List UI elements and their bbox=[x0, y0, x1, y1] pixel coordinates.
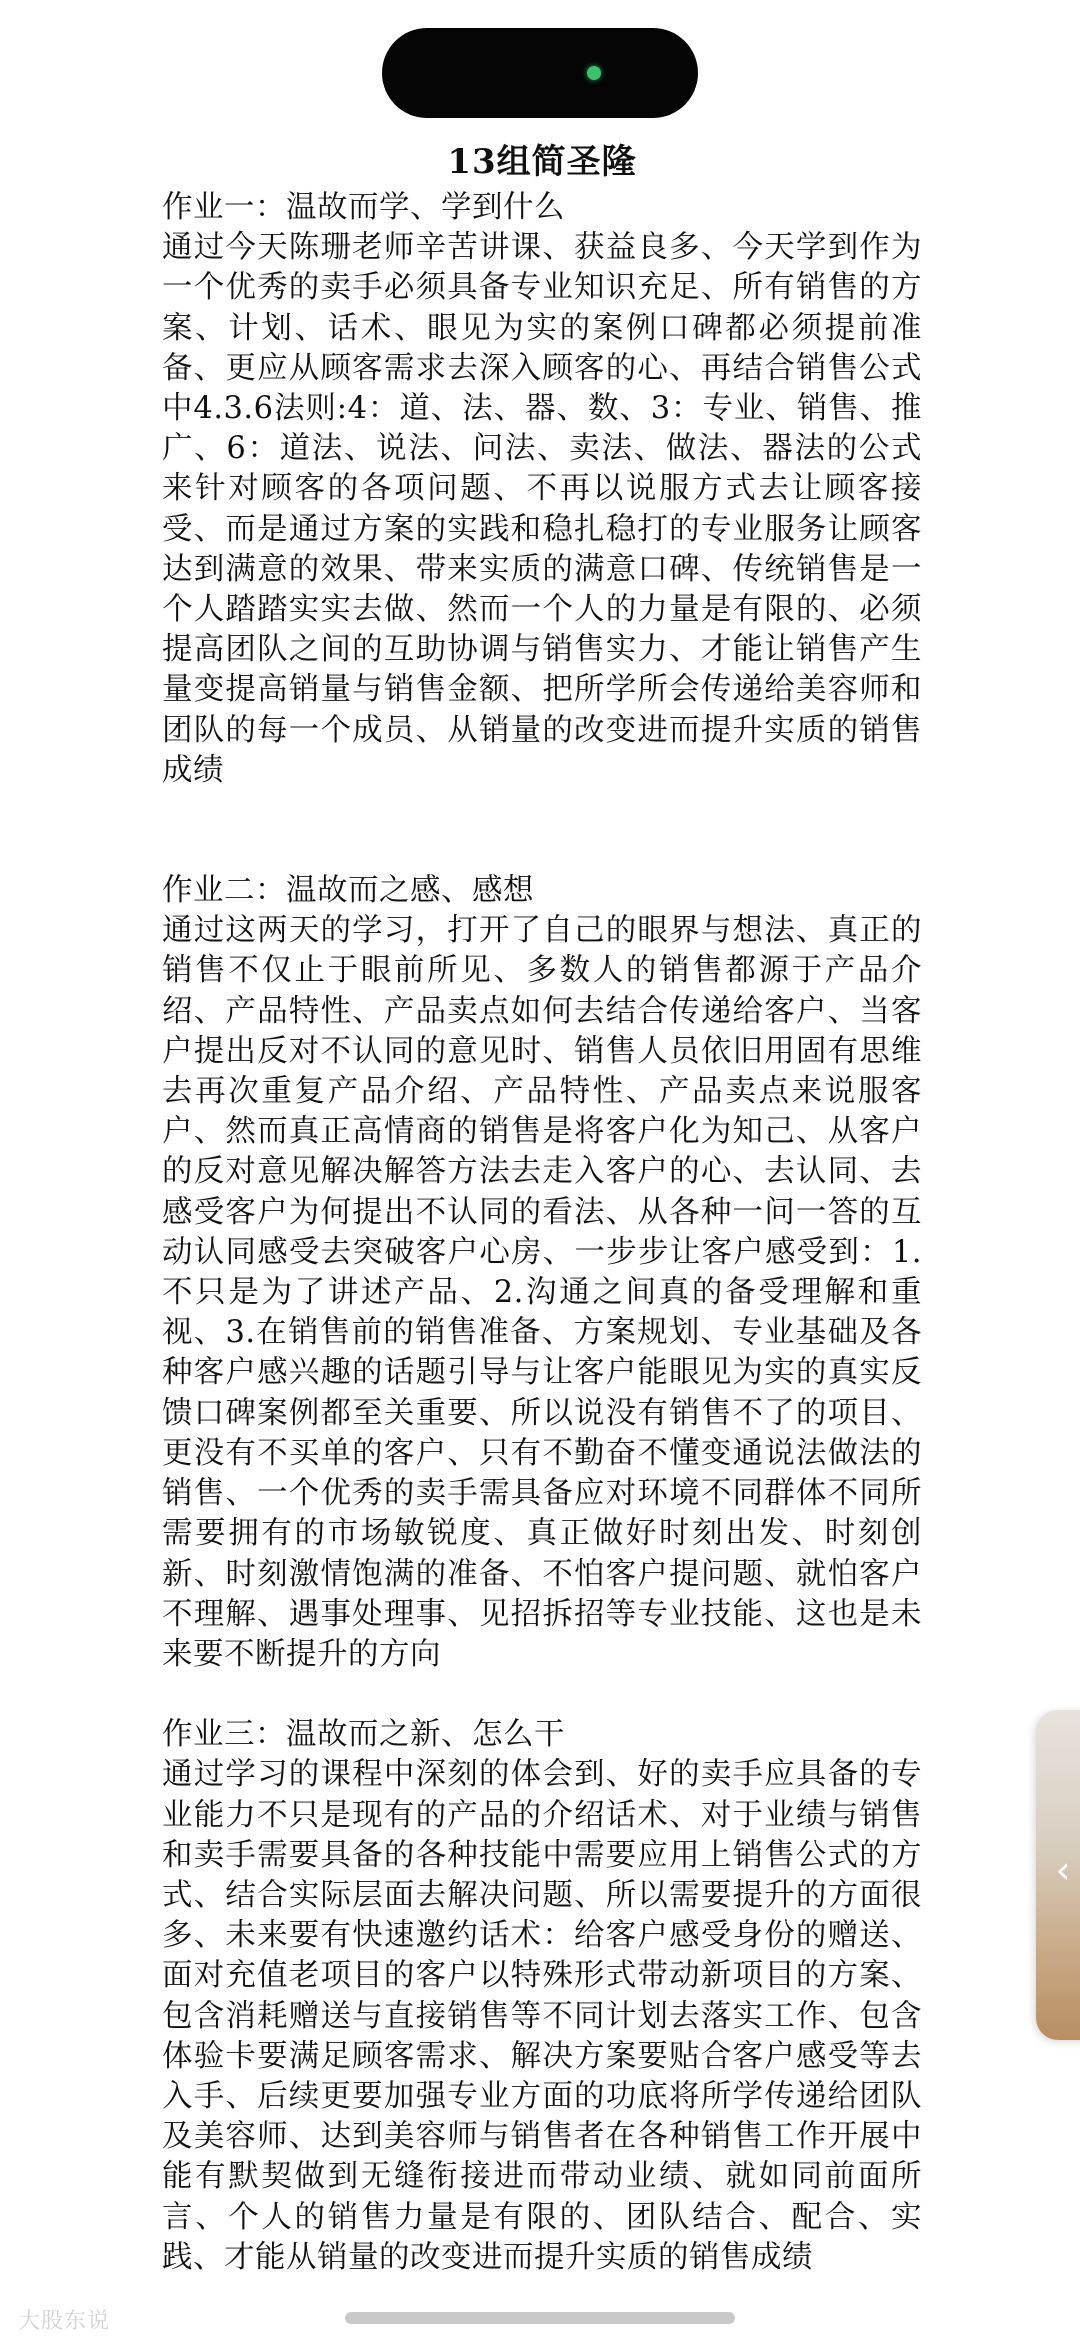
document-content bbox=[162, 140, 922, 2278]
side-pull-tab[interactable] bbox=[1036, 1710, 1080, 2040]
section-homework-1 bbox=[162, 188, 922, 791]
page-title: 13组简圣隆 bbox=[447, 142, 637, 182]
home-indicator-bar[interactable] bbox=[345, 2312, 735, 2324]
section-body: 通过今天陈珊老师辛苦讲课、获益良多、今天学到作为一个优秀的卖手必须具备专业知识充足、所有销售的方案、计划、话术、眼见为实的案例口碑都必须提前准备、更应从顾客需求去深入顾客的心、再结合销售公式中4.3.6法则:4：道、法、器、数、3：专业、销售、推广、6：道法、说法、问法、卖法、做法、器法的公式来针对顾客的各项问题、不再以说服方式去让顾客接受、而是通过方案的实践和稳扎稳打的专业服务让顾客达到满意的效果、带来实质的满意口碑、传统销售是一个人踏踏实实去做、然而一个人的力量是有限的、必须提高团队之间的互助协调与销售实力、才能让销售产生量变提高销量与销售金额、把所学所会传递给美容师和团队的每一个成员、从销量的改变进而提升实质的销售成绩 bbox=[162, 230, 922, 788]
camera-indicator-dot bbox=[587, 66, 601, 80]
section-heading: 作业二：温故而之感、感想 bbox=[162, 873, 534, 909]
section-body: 通过这两天的学习，打开了自己的眼界与想法、真正的销售不仅止于眼前所见、多数人的销售都源于产品介绍、产品特性、产品卖点如何去结合传递给客户、当客户提出反对不认同的意见时、销售人员依旧用固有思维去再次重复产品介绍、产品特性、产品卖点来说服客户、然而真正高情商的销售是将客户化为知己、从客户的反对意见解决解答方法去走入客户的心、去认同、去感受客户为何提出不认同的看法、从各种一问一答的互动认同感受去突破客户心房、一步步让客户感受到：1.不只是为了讲述产品、2.沟通之间真的备受理解和重视、3.在销售前的销售准备、方案规划、专业基础及各种客户感兴趣的话题引导与让客户能眼见为实的真实反馈口碑案例都至关重要、所以说没有销售不了的项目、更没有不买单的客户、只有不勤奋不懂变通说法做法的销售、一个优秀的卖手需具备应对环境不同群体不同所需要拥有的市场敏锐度、真正做好时刻出发、时刻创新、时刻激情饱满的准备、不怕客户提问题、就怕客户不理解、遇事处理事、见招拆招等专业技能、这也是未来要不断提升的方向 bbox=[162, 913, 922, 1672]
section-homework-3 bbox=[162, 1715, 922, 2278]
watermark-logo: 大股东说 bbox=[18, 2309, 111, 2334]
chevron-left-icon: ‹ bbox=[1055, 1848, 1071, 1892]
section-heading: 作业三：温故而之新、怎么干 bbox=[162, 1717, 565, 1753]
section-homework-2 bbox=[162, 871, 922, 1675]
section-heading: 作业一：温故而学、学到什么 bbox=[162, 190, 565, 225]
section-body: 通过学习的课程中深刻的体会到、好的卖手应具备的专业能力不只是现有的产品的介绍话术、对于业绩与销售和卖手需要具备的各种技能中需要应用上销售公式的方式、结合实际层面去解决问题、所以需要提升的方面很多、未来要有快速邀约话术：给客户感受身份的赠送、面对充值老项目的客户以特殊形式带动新项目的方案、包含消耗赠送与直接销售等不同计划去落实工作、包含体验卡要满足顾客需求、解决方案要贴合客户感受等去入手、后续更要加强专业方面的功底将所学传递给团队及美容师、达到美容师与销售者在各种销售工作开展中能有默契做到无缝衔接进而带动业绩、就如同前面所言、个人的销售力量是有限的、团队结合、配合、实践、才能从销量的改变进而提升实质的销售成绩 bbox=[162, 1757, 922, 2275]
dynamic-island bbox=[382, 28, 698, 118]
